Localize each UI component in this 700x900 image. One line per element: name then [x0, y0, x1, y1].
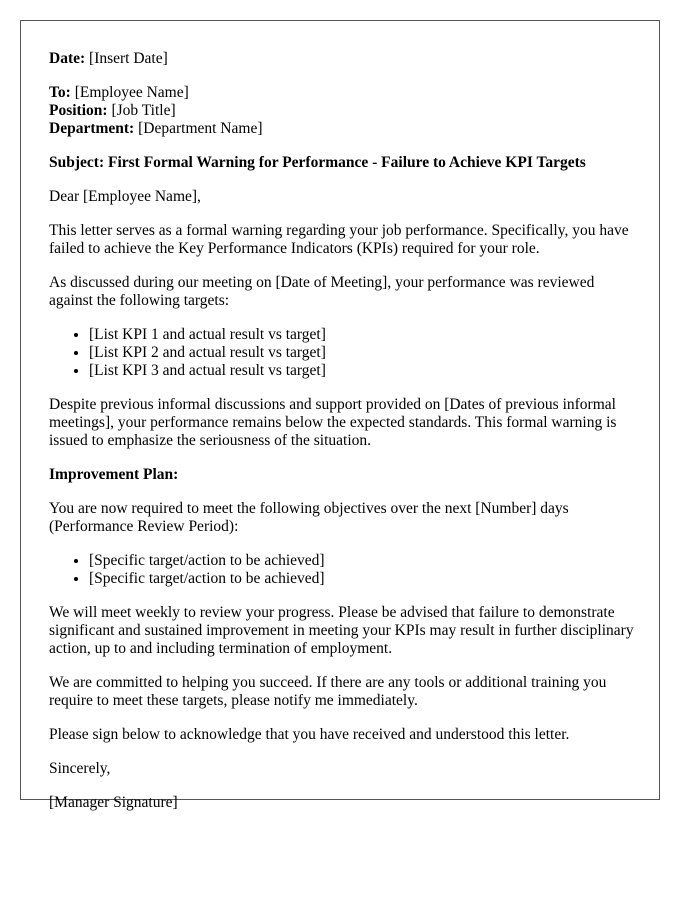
improvement-heading-line	[49, 466, 639, 484]
department-line	[49, 120, 639, 138]
paragraph-weekly-review: We will meet weekly to review your progress. Please be advised that failure to demonstrate significant and sustained improvement in meeting your KPIs may result in further disciplinary action, up to and including termination of employment.	[49, 604, 634, 657]
signature-placeholder: [Manager Signature]	[49, 794, 178, 811]
objective-list	[49, 552, 639, 588]
date-value: [Insert Date]	[85, 50, 168, 67]
list-item: • [List KPI 2 and actual result vs target]	[89, 344, 639, 362]
closing: Sincerely,	[49, 760, 111, 777]
paragraph-acknowledge: Please sign below to acknowledge that you have received and understood this letter.	[49, 726, 570, 743]
subject-text: Subject: First Formal Warning for Performance - Failure to Achieve KPI Targets	[49, 154, 586, 171]
list-item: • [List KPI 1 and actual result vs target]	[89, 326, 639, 344]
paragraph-objectives: You are now required to meet the following objectives over the next [Number] days (Performance Review Period):	[49, 500, 569, 535]
subject-line	[49, 154, 639, 172]
kpi-list	[49, 326, 639, 380]
position-label: Position:	[49, 102, 108, 119]
department-label: Department:	[49, 120, 135, 137]
date-label: Date:	[49, 50, 86, 67]
date-line	[49, 50, 639, 68]
to-line	[49, 84, 639, 102]
department-value: [Department Name]	[134, 120, 263, 137]
list-item: • [List KPI 3 and actual result vs target]	[89, 362, 639, 380]
improvement-heading: Improvement Plan:	[49, 466, 179, 483]
paragraph-meeting: As discussed during our meeting on [Date of Meeting], your performance was reviewed against the following targets:	[49, 274, 595, 309]
to-label: To:	[49, 84, 71, 101]
letter-content	[49, 50, 639, 828]
letter-page	[20, 20, 660, 811]
position-value: [Job Title]	[107, 102, 176, 119]
position-line	[49, 102, 639, 120]
list-item: • [Specific target/action to be achieved]	[89, 552, 639, 570]
salutation: Dear [Employee Name],	[49, 188, 201, 205]
to-value: [Employee Name]	[70, 84, 189, 101]
paragraph-warning: This letter serves as a formal warning regarding your job performance. Specifically, you have failed to achieve the Key Performance Indicators (KPIs) required for your role.	[49, 222, 629, 257]
paragraph-support: We are committed to helping you succeed. If there are any tools or additional training you require to meet these targets, please notify me immediately.	[49, 674, 607, 709]
list-item: • [Specific target/action to be achieved]	[89, 570, 639, 588]
paragraph-previous-discussions: Despite previous informal discussions and support provided on [Dates of previous informal meetings], your performance remains below the expected standards. This formal warning is issued to emphasize the seriousness of the situation.	[49, 396, 617, 449]
recipient-block	[49, 84, 639, 138]
